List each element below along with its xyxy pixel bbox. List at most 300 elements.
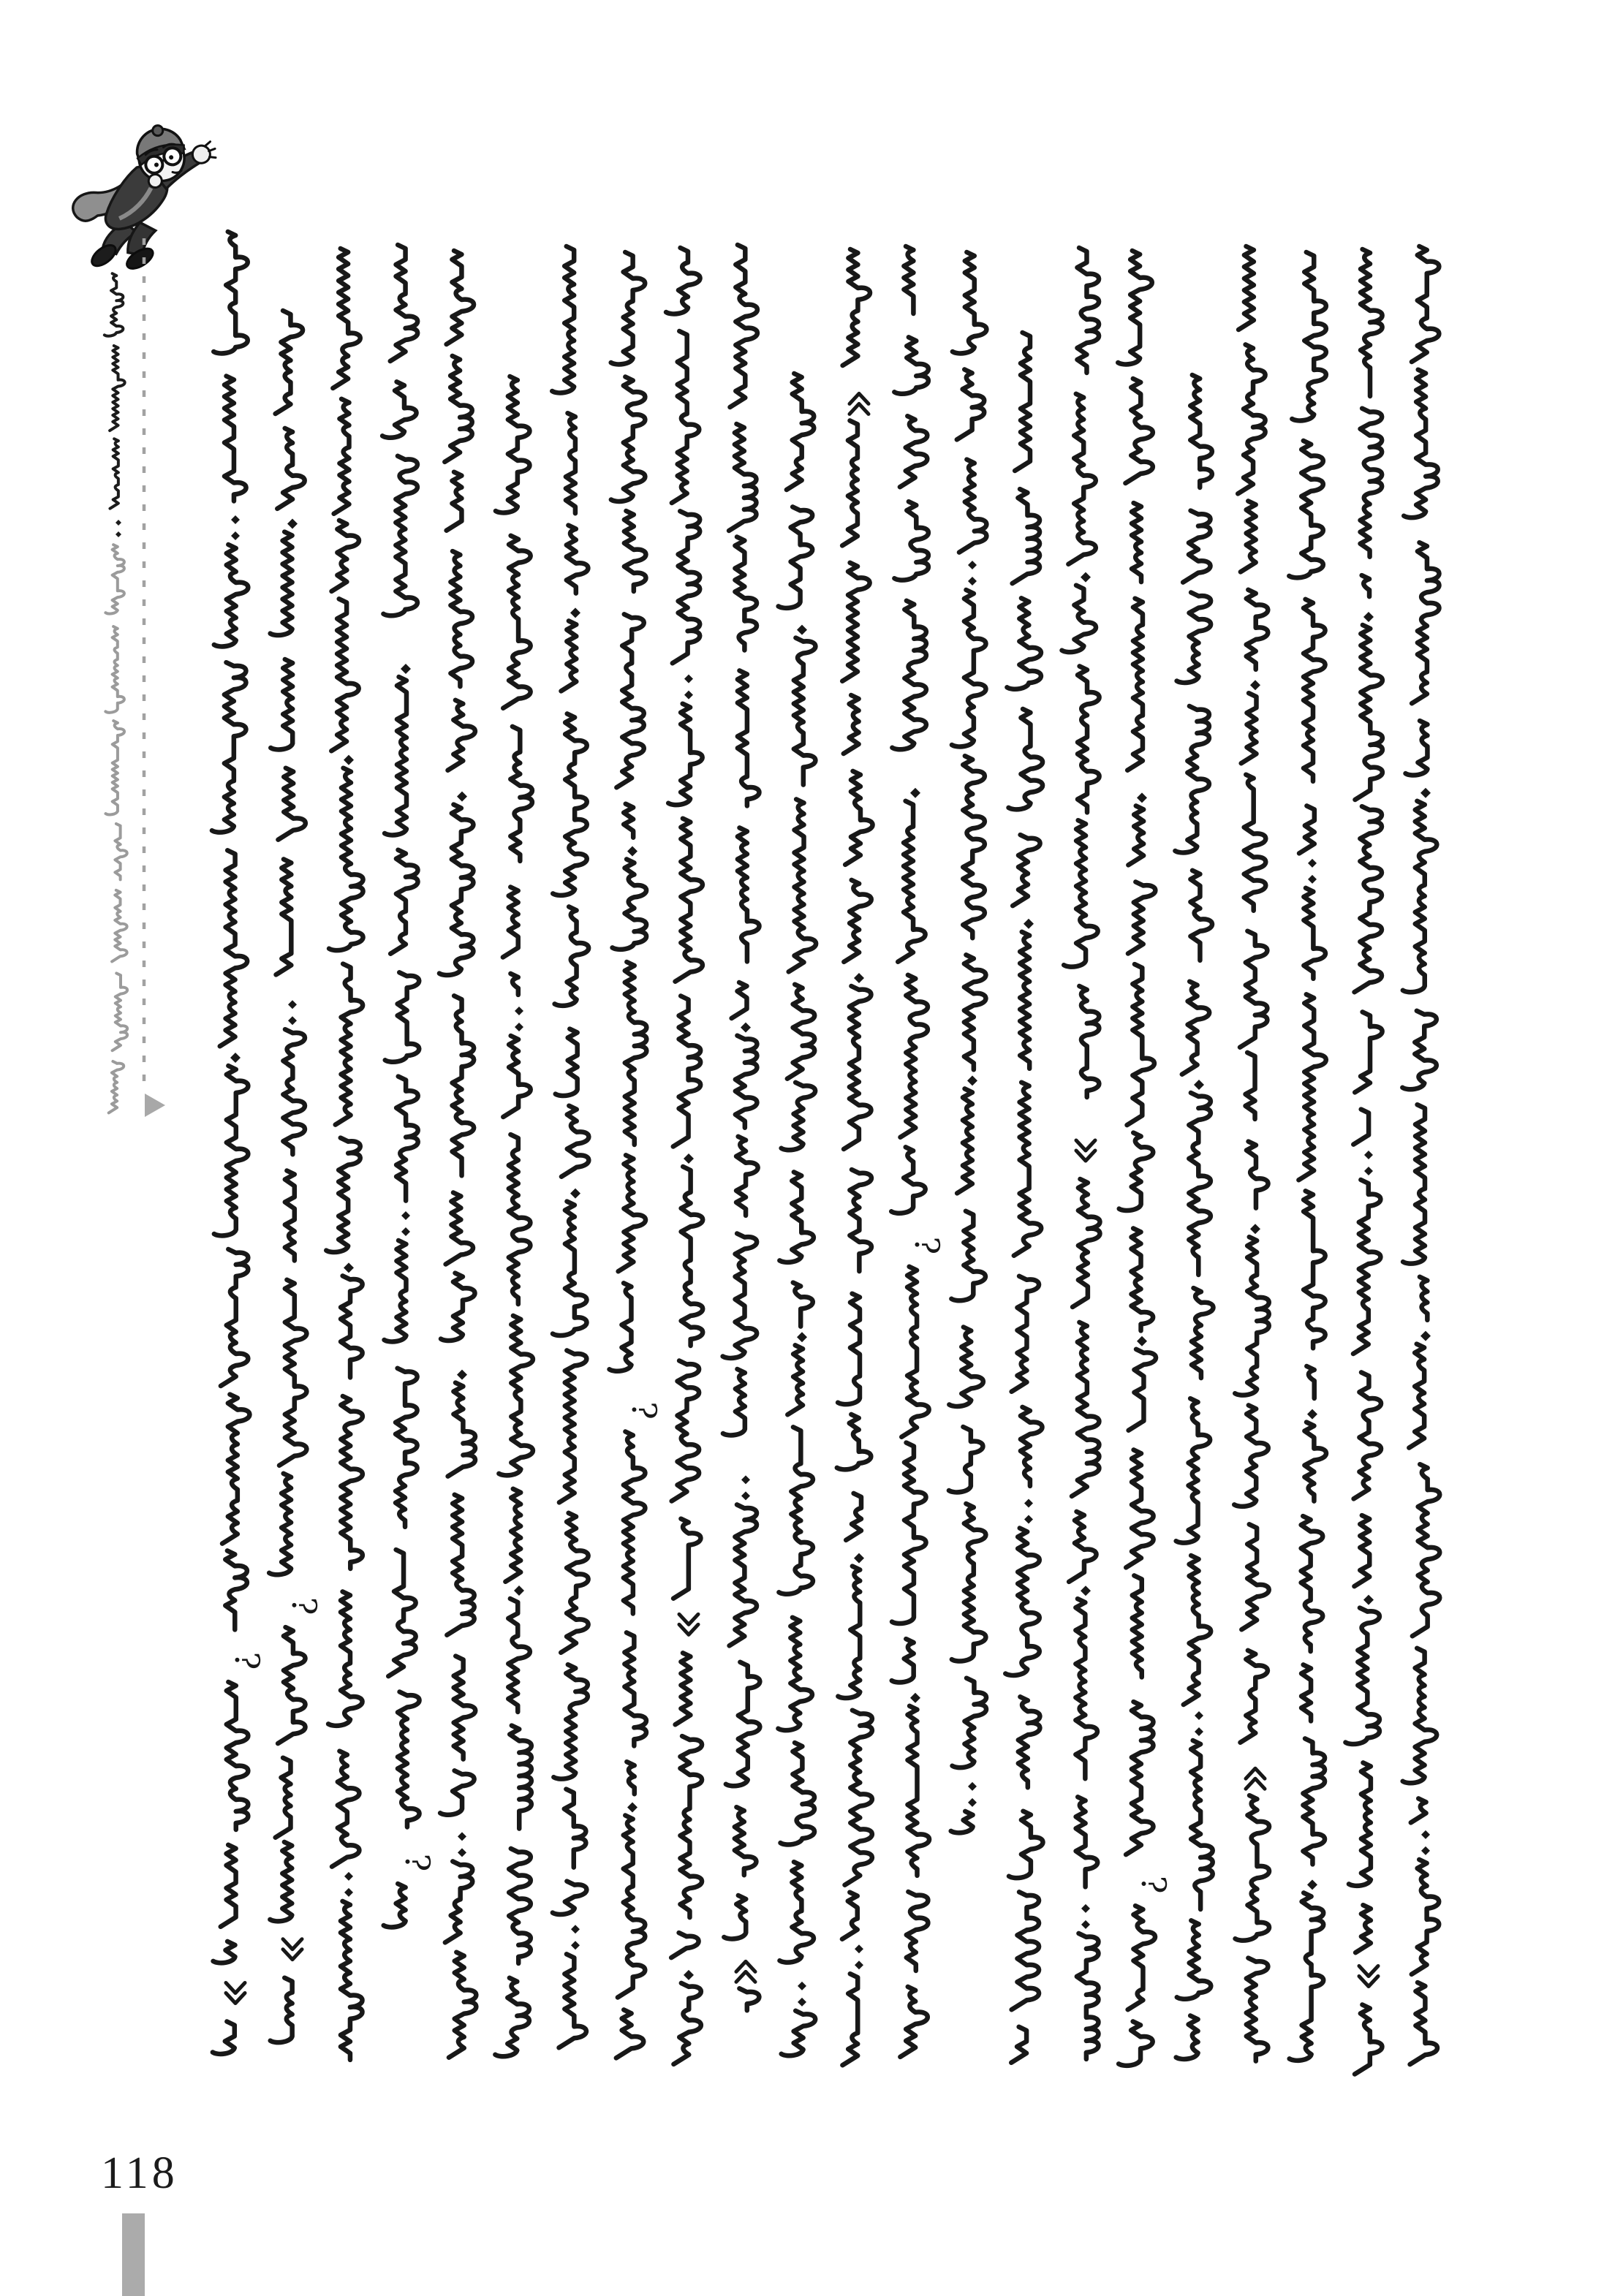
mongolian-dot-icon <box>684 1153 694 1164</box>
script-word <box>225 1550 247 1629</box>
script-word <box>1349 1762 1371 1885</box>
script-word <box>1403 1105 1425 1263</box>
script-word <box>735 1036 757 1128</box>
script-word <box>1420 1277 1427 1320</box>
script-word <box>278 1627 305 1743</box>
script-word <box>1404 370 1437 518</box>
script-word <box>444 356 472 462</box>
script-word <box>396 1077 418 1201</box>
footer-tab-bar <box>122 2213 145 2296</box>
text-column <box>949 252 986 1833</box>
glasses-bridge <box>162 159 165 161</box>
mongolian-dot-icon <box>910 1693 920 1703</box>
script-word <box>1077 248 1099 373</box>
quote-open-icon <box>283 1939 302 1960</box>
mongolian-dot-icon <box>1081 1585 1091 1596</box>
script-word <box>618 1816 645 1998</box>
script-word <box>1069 1512 1096 1582</box>
script-word <box>787 374 814 490</box>
script-word <box>1064 820 1097 966</box>
script-word <box>1355 625 1382 800</box>
script-word <box>105 545 124 613</box>
script-word <box>1304 1191 1325 1348</box>
script-word <box>1132 1575 1142 1677</box>
script-word <box>1079 986 1099 1097</box>
mongolian-dot-icon <box>798 1982 806 1990</box>
script-word <box>214 545 248 646</box>
script-word <box>1125 379 1152 483</box>
text-column <box>666 248 703 2064</box>
script-word <box>110 346 125 431</box>
script-word <box>625 962 647 1145</box>
mongolian-colon-icon <box>401 1227 410 1236</box>
script-word <box>439 805 473 975</box>
mongolian-dot-icon <box>1421 1830 1430 1839</box>
play-triangle-icon <box>145 1094 165 1117</box>
script-word <box>894 337 928 393</box>
script-word <box>894 501 928 580</box>
script-word <box>779 1862 813 1962</box>
script-word <box>1355 1905 1371 1952</box>
mongolian-dot-icon <box>854 1553 864 1564</box>
script-word <box>396 1368 417 1527</box>
mongolian-colon-icon <box>571 1941 580 1950</box>
text-column <box>837 249 873 2065</box>
script-word <box>1128 806 1143 865</box>
script-word <box>1182 982 1209 1075</box>
mongolian-dot-icon <box>514 1585 524 1596</box>
script-word <box>1301 1516 1323 1651</box>
script-word <box>283 1029 305 1154</box>
question-mark: ? <box>398 1853 437 1872</box>
script-word <box>561 621 577 691</box>
script-word <box>329 768 363 950</box>
script-word <box>1235 1237 1268 1395</box>
script-word <box>440 1770 474 1814</box>
script-word <box>1403 1648 1437 1783</box>
script-word <box>505 1489 521 1582</box>
question-mark: ? <box>624 1401 664 1420</box>
script-word <box>681 1167 703 1346</box>
script-word <box>1127 964 1154 1125</box>
script-word <box>951 1211 985 1300</box>
script-word <box>1128 1906 1155 2009</box>
script-word <box>735 1807 757 1875</box>
script-word <box>503 887 518 958</box>
mongolian-dot-icon <box>344 1872 353 1881</box>
script-word <box>115 824 126 880</box>
script-word <box>1012 1892 1039 2009</box>
script-word <box>730 1504 757 1645</box>
text-column <box>269 311 324 2042</box>
script-word <box>1128 882 1155 954</box>
script-word <box>1009 1811 1043 1878</box>
mongolian-dot-icon <box>401 664 411 674</box>
script-word <box>1072 1179 1100 1307</box>
script-word <box>957 1088 972 1193</box>
script-word <box>779 1427 812 1594</box>
script-word <box>106 721 125 814</box>
mongolian-dot-icon <box>287 519 298 529</box>
script-word <box>732 982 747 1018</box>
script-word <box>610 1283 632 1371</box>
script-word <box>1246 1958 1268 2061</box>
script-word <box>736 1137 758 1216</box>
script-word <box>1361 409 1382 557</box>
script-word <box>110 439 118 508</box>
text-column <box>891 246 947 2057</box>
mongolian-dot-icon <box>571 1925 580 1933</box>
script-word <box>212 662 246 832</box>
script-word <box>1345 1608 1379 1744</box>
script-word <box>1355 806 1382 992</box>
mongolian-dot-icon <box>1024 919 1034 929</box>
script-word <box>509 1134 531 1304</box>
script-word <box>1129 1349 1156 1431</box>
script-word <box>1361 249 1382 396</box>
script-word <box>105 626 124 713</box>
script-word <box>1409 1344 1424 1448</box>
script-word <box>341 1276 363 1377</box>
mongolian-dot-icon <box>1307 1879 1317 1890</box>
script-word <box>789 799 816 971</box>
script-word <box>553 1202 586 1335</box>
script-word <box>782 1083 815 1150</box>
script-word <box>270 659 292 749</box>
mongolian-dot-icon <box>230 1053 241 1063</box>
script-word <box>1118 251 1151 364</box>
mongolian-dot-icon <box>910 788 920 798</box>
mongolian-dot-icon <box>1420 1331 1431 1341</box>
script-word <box>566 413 575 513</box>
script-word <box>270 1842 292 1921</box>
mongolian-dot-icon <box>968 1782 977 1791</box>
script-word <box>221 1845 236 1927</box>
script-word <box>624 1632 646 1746</box>
script-word <box>276 311 303 414</box>
script-word <box>778 1618 812 1730</box>
script-word <box>611 252 645 364</box>
script-word <box>842 1974 858 2065</box>
script-word <box>559 1350 586 1502</box>
script-word <box>508 1599 530 1712</box>
script-word <box>1014 1083 1041 1256</box>
script-word <box>1072 1322 1099 1496</box>
mongolian-colon-icon <box>798 1998 806 2007</box>
script-word <box>559 1954 586 2047</box>
script-word <box>952 1504 985 1661</box>
mongolian-dot-icon <box>741 1023 751 1033</box>
mongolian-dot-icon <box>1363 1595 1374 1605</box>
script-word <box>449 1952 476 2058</box>
mongolian-dot-icon <box>457 1370 467 1380</box>
script-word <box>900 1987 927 2057</box>
mongolian-dot-icon <box>116 520 121 526</box>
script-word <box>953 1678 986 1768</box>
script-word <box>613 859 646 949</box>
script-word <box>1298 994 1325 1180</box>
script-word <box>1191 1740 1213 1909</box>
script-word <box>1412 542 1439 703</box>
script-word <box>213 1941 235 1963</box>
script-word <box>957 369 984 439</box>
mongolian-dot-icon <box>627 1802 638 1812</box>
mongolian-dot-icon <box>570 607 580 618</box>
text-column <box>723 245 760 2010</box>
script-word <box>1290 1893 1323 2060</box>
text-column <box>439 251 476 2058</box>
script-word <box>738 670 760 806</box>
script-word <box>1241 693 1257 763</box>
script-word <box>952 590 985 746</box>
script-word <box>964 955 986 1069</box>
mongolian-dot-icon <box>515 1007 523 1015</box>
script-word <box>390 850 417 954</box>
script-word <box>385 972 419 1061</box>
script-word <box>1132 1228 1154 1330</box>
script-word <box>1132 503 1141 582</box>
script-word <box>680 1736 702 1917</box>
script-word <box>735 537 757 651</box>
script-word <box>495 1978 529 2056</box>
script-word <box>1303 1738 1325 1864</box>
script-word <box>1177 593 1211 683</box>
mongolian-dot-icon <box>1250 1224 1260 1234</box>
mongolian-dot-icon <box>1420 788 1431 798</box>
script-word <box>334 399 349 514</box>
mongolian-colon-icon <box>968 1798 977 1807</box>
script-word <box>738 827 760 961</box>
script-word <box>1410 1982 1437 2064</box>
script-word <box>723 1234 757 1358</box>
script-word <box>1355 2005 1382 2075</box>
script-word <box>1238 344 1265 493</box>
script-word <box>779 507 812 607</box>
script-word <box>1355 1012 1382 1092</box>
script-word <box>1304 888 1325 979</box>
script-word <box>1412 1860 1439 1974</box>
script-word <box>1236 1795 1269 1940</box>
script-word <box>673 1519 700 1599</box>
script-word <box>850 1170 871 1271</box>
mongolian-dot-icon <box>570 1189 580 1199</box>
text-column <box>382 245 437 1927</box>
script-word <box>953 252 986 353</box>
mongolian-dot-icon <box>1081 1904 1090 1913</box>
question-mark: ? <box>284 1596 324 1615</box>
text-column <box>1175 375 1213 2059</box>
script-word <box>1119 2021 1152 2065</box>
script-word <box>1126 1702 1153 1854</box>
script-word <box>1412 246 1439 362</box>
mongolian-dot-icon <box>1308 859 1317 868</box>
script-word <box>794 638 816 785</box>
script-word <box>555 906 589 1005</box>
quote-open-icon <box>679 1614 698 1634</box>
script-word <box>949 1427 983 1492</box>
mongolian-colon-icon <box>855 1960 863 1969</box>
script-word <box>1175 706 1208 852</box>
mongolian-dot-icon <box>116 531 121 537</box>
mongolian-dot-icon <box>344 1262 354 1273</box>
script-word <box>1012 1276 1039 1392</box>
script-word <box>398 1692 420 1827</box>
script-word <box>553 1882 586 1914</box>
script-word <box>843 249 870 365</box>
mongolian-dot-icon <box>797 1332 807 1342</box>
question-mark: ? <box>227 1651 267 1670</box>
script-word <box>1406 721 1428 775</box>
script-word <box>787 1345 803 1414</box>
mongolian-dot-icon <box>344 755 354 765</box>
mongolian-colon-icon <box>1364 1167 1373 1175</box>
script-word <box>213 232 247 353</box>
script-word <box>1289 441 1323 577</box>
script-word <box>221 1249 248 1386</box>
script-word <box>673 1983 700 2064</box>
script-word <box>222 1395 249 1544</box>
script-word <box>113 973 128 1050</box>
script-word <box>730 245 757 407</box>
script-word <box>1009 709 1043 809</box>
mongolian-dot-icon <box>231 515 240 524</box>
script-word <box>837 1414 871 1469</box>
script-word <box>907 1706 929 1876</box>
script-word <box>1246 1053 1255 1119</box>
mongolian-dot-icon <box>401 1211 410 1220</box>
script-word <box>385 1240 406 1341</box>
script-word <box>723 1369 745 1435</box>
leader-line <box>144 238 165 1117</box>
script-word <box>1177 1920 1211 1998</box>
script-word <box>901 975 928 1137</box>
mongolian-dot-icon <box>288 1000 297 1009</box>
text-column <box>552 246 589 2047</box>
script-word <box>285 1171 295 1261</box>
script-word <box>1354 1515 1369 1586</box>
script-word <box>1234 1405 1268 1506</box>
script-word <box>724 1895 746 1939</box>
script-word <box>624 804 633 838</box>
script-word <box>844 986 871 1149</box>
script-word <box>1011 2027 1026 2063</box>
script-word <box>447 1495 474 1635</box>
mongolian-dot-icon <box>1137 792 1147 803</box>
mongolian-colon-icon <box>1421 1846 1430 1855</box>
text-column <box>1118 251 1173 2066</box>
mongolian-colon-icon <box>515 1023 523 1031</box>
script-word <box>666 248 700 314</box>
script-word <box>793 1283 813 1327</box>
quote-close-icon <box>1246 1768 1265 1789</box>
script-word <box>1126 1450 1153 1567</box>
script-word <box>1244 775 1266 911</box>
script-word <box>269 1474 291 1575</box>
script-word <box>112 890 127 962</box>
script-word <box>845 771 872 865</box>
script-word <box>1241 1524 1268 1629</box>
script-word <box>496 376 529 512</box>
script-word <box>1021 1407 1043 1486</box>
script-word <box>846 1493 861 1540</box>
question-mark: ? <box>1134 1875 1173 1894</box>
text-column <box>1005 333 1043 2063</box>
script-word <box>341 1901 363 2060</box>
mongolian-dot-icon <box>627 846 638 856</box>
script-word <box>624 511 646 591</box>
script-word <box>898 801 925 962</box>
script-word <box>1192 1288 1214 1378</box>
script-word <box>892 1639 914 1682</box>
script-word <box>453 996 474 1175</box>
script-word <box>509 1849 531 1963</box>
question-mark: ? <box>907 1236 947 1255</box>
body-text-columns <box>212 232 1439 2075</box>
script-word <box>673 511 700 663</box>
script-word <box>385 677 406 835</box>
script-word <box>842 420 858 545</box>
script-word <box>388 1550 415 1676</box>
script-word <box>729 424 756 531</box>
script-word <box>1015 333 1030 471</box>
script-word <box>503 536 530 708</box>
script-word <box>892 601 926 749</box>
script-word <box>1183 511 1210 583</box>
script-word <box>844 1710 871 1885</box>
script-word <box>838 1566 860 1698</box>
script-word <box>1238 246 1254 330</box>
script-word <box>1412 1464 1439 1636</box>
script-word <box>336 964 363 1125</box>
script-word <box>892 1443 926 1624</box>
mongolian-colon-icon <box>344 1888 353 1897</box>
mongolian-dot-icon <box>854 973 864 983</box>
script-word <box>109 1061 124 1113</box>
script-word <box>844 880 871 962</box>
script-word <box>1306 1366 1314 1398</box>
script-word <box>951 1811 973 1833</box>
hat-knob <box>151 124 164 137</box>
script-word <box>676 819 703 982</box>
script-word <box>277 428 304 509</box>
script-word <box>328 1591 362 1725</box>
script-word <box>1190 375 1212 488</box>
script-word <box>561 1513 588 1653</box>
script-word <box>564 1789 586 1868</box>
text-column <box>1402 246 1439 2064</box>
script-word <box>838 1294 860 1404</box>
script-word <box>949 1327 983 1406</box>
mongolian-colon-icon <box>1024 1515 1033 1524</box>
script-word <box>1190 871 1212 961</box>
script-word <box>567 526 589 594</box>
script-word <box>787 985 814 1079</box>
mongolian-dot-icon <box>1081 572 1091 583</box>
section-header-line <box>105 273 127 1113</box>
script-word <box>1075 1599 1097 1778</box>
text-column <box>1062 248 1100 2059</box>
script-word <box>844 695 859 754</box>
script-word <box>1241 501 1256 572</box>
script-word <box>384 1884 406 1927</box>
script-word <box>900 416 927 487</box>
script-word <box>1005 1528 1039 1675</box>
script-word <box>1076 1797 1098 1887</box>
quote-close-icon <box>736 1961 755 1982</box>
quote-open-icon <box>1359 1966 1378 1987</box>
script-word <box>904 246 913 314</box>
mongolian-dot-icon <box>1194 1080 1204 1090</box>
